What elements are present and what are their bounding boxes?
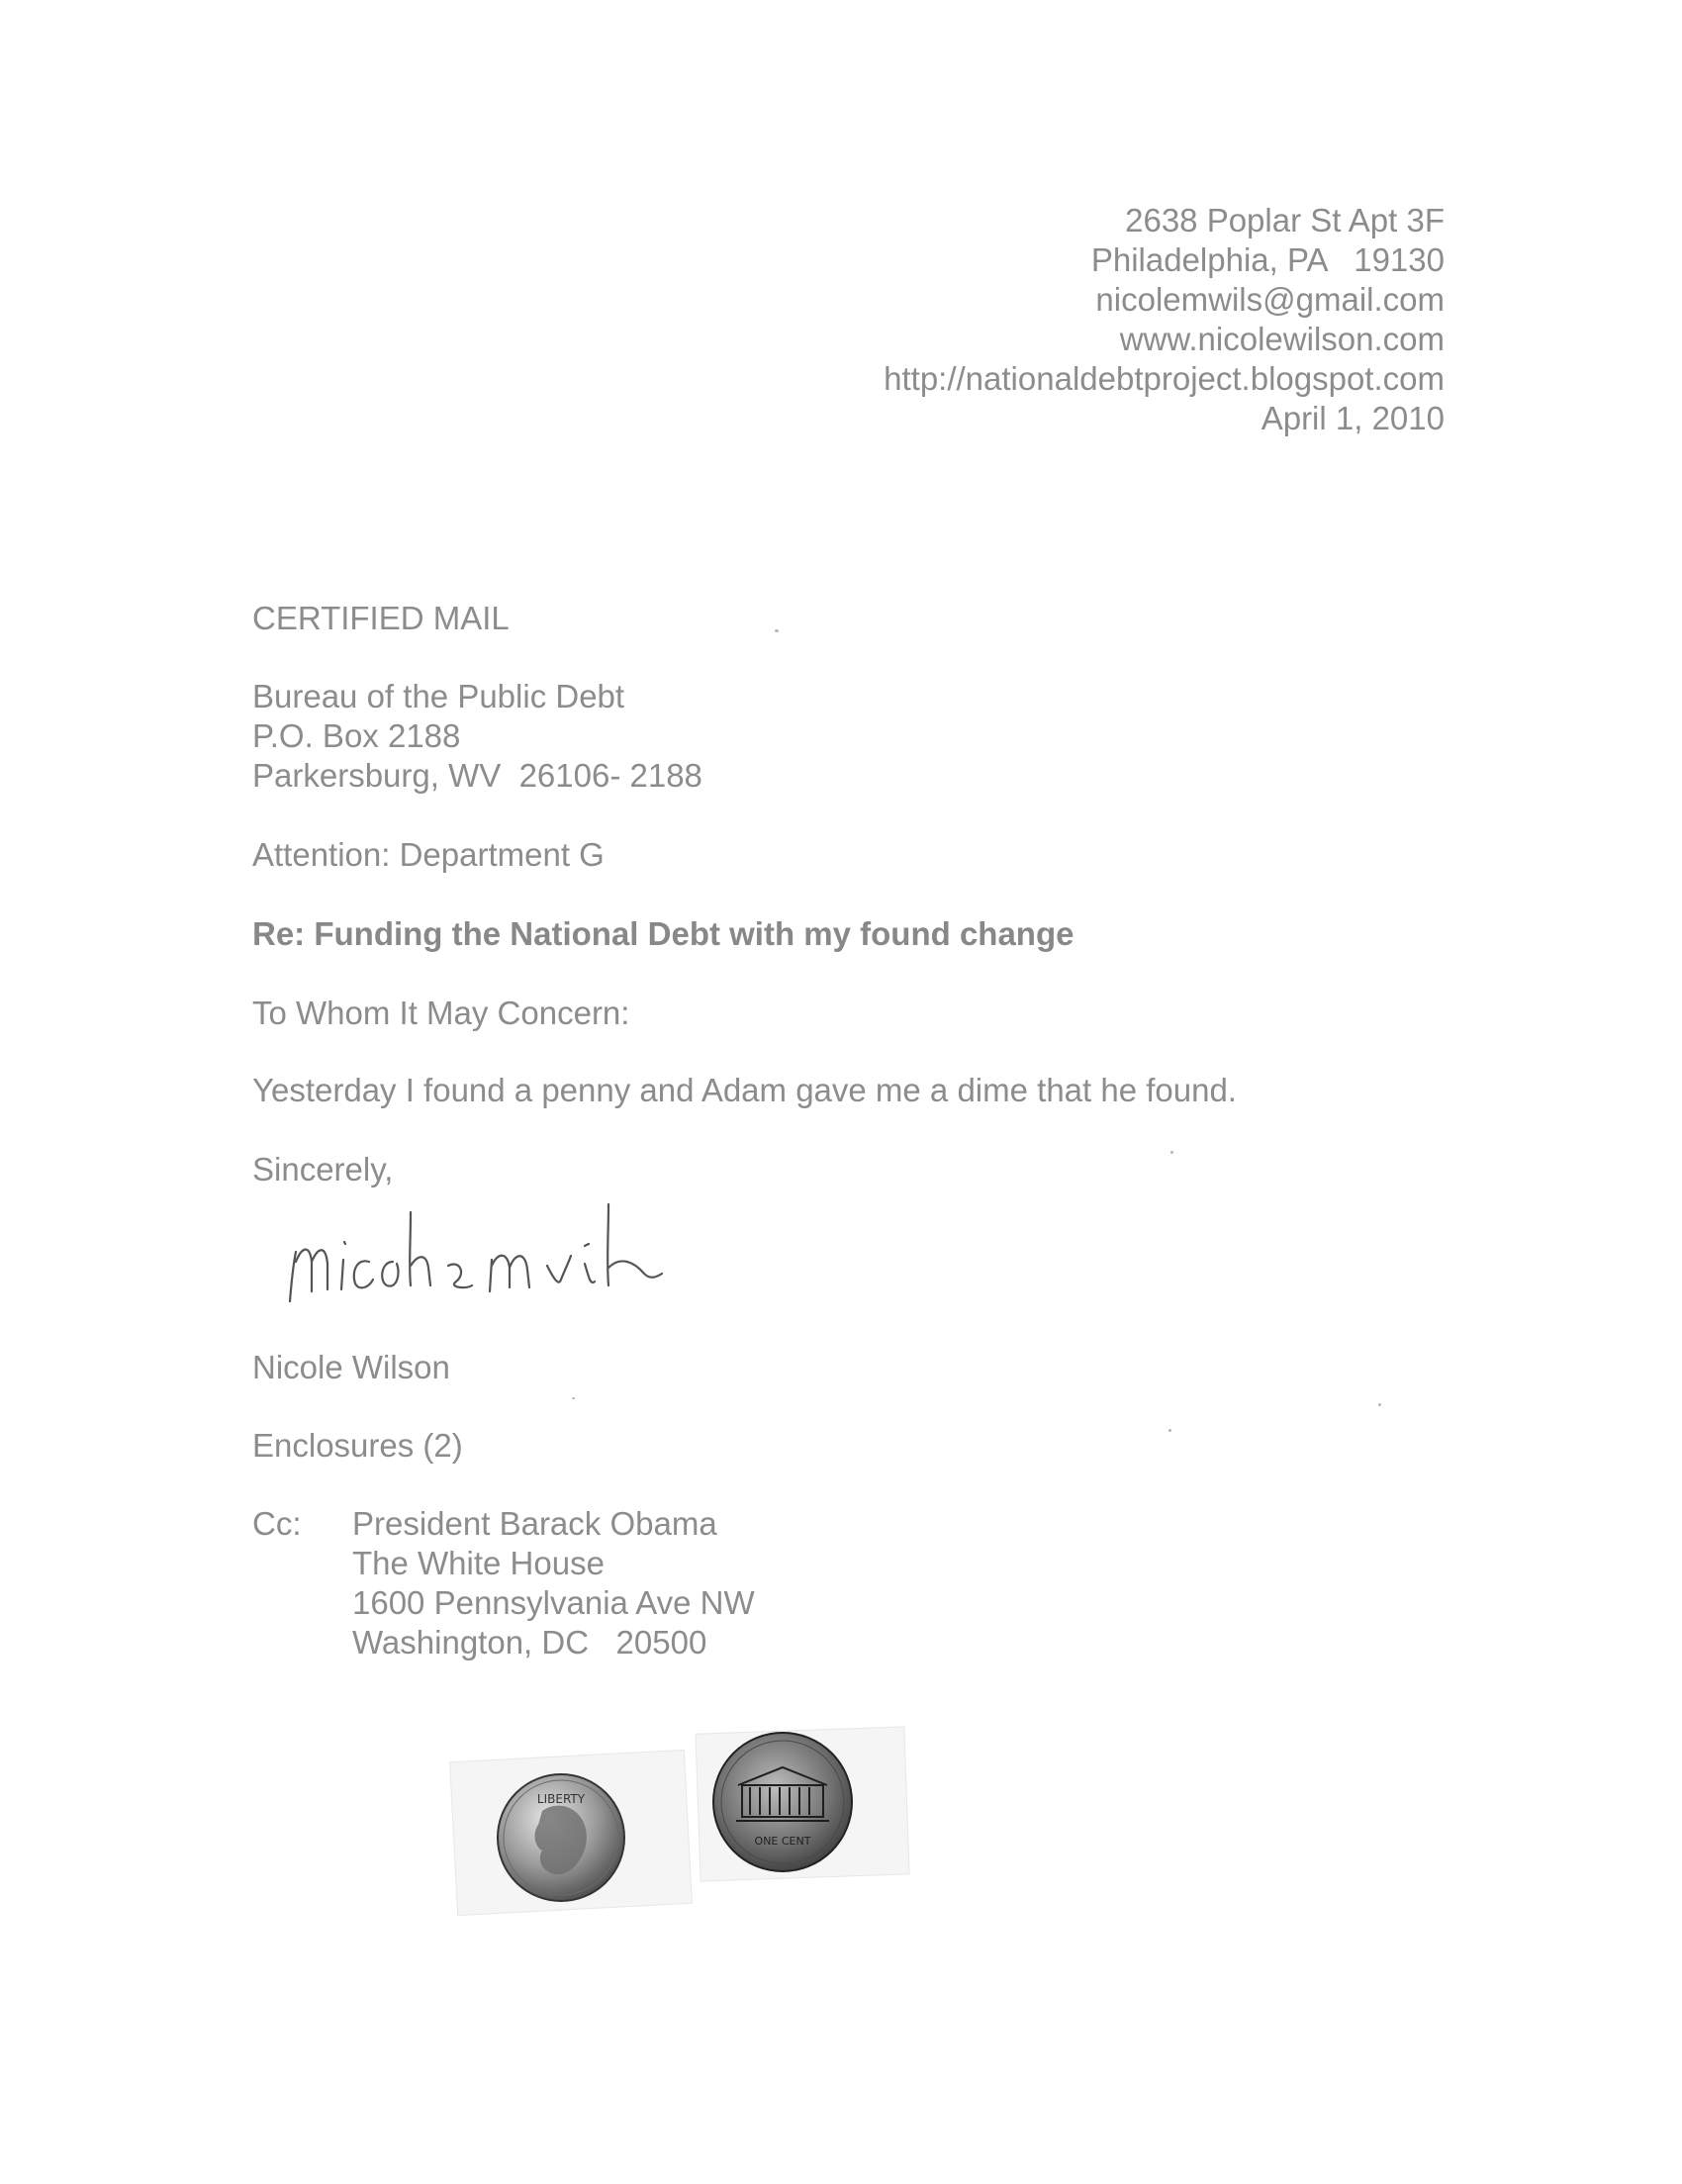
scan-speck — [1378, 1403, 1381, 1406]
sender-blog: http://nationaldebtproject.blogspot.com — [884, 360, 1445, 397]
cc-line: Washington, DC 20500 — [352, 1624, 707, 1661]
penny-inscription: ONE CENT — [754, 1835, 811, 1848]
handwritten-signature — [282, 1183, 737, 1321]
dime-coin-image — [495, 1771, 627, 1904]
mail-type: CERTIFIED MAIL — [252, 600, 510, 636]
recipient-box: P.O. Box 2188 — [252, 717, 461, 754]
recipient-name: Bureau of the Public Debt — [252, 678, 625, 714]
salutation: To Whom It May Concern: — [252, 995, 630, 1031]
sender-street: 2638 Poplar St Apt 3F — [1125, 202, 1445, 238]
subject-line: Re: Funding the National Debt with my found change — [252, 915, 1075, 952]
letter-date: April 1, 2010 — [1261, 400, 1445, 436]
sender-email: nicolemwils@gmail.com — [1095, 281, 1445, 318]
dime-inscription: LIBERTY — [536, 1792, 586, 1806]
recipient-city: Parkersburg, WV 26106- 2188 — [252, 757, 702, 794]
scan-speck — [572, 1397, 575, 1399]
scan-speck — [1168, 1429, 1171, 1432]
penny-coin-image — [710, 1730, 855, 1874]
cc-line: 1600 Pennsylvania Ave NW — [352, 1584, 755, 1621]
attention-line: Attention: Department G — [252, 836, 605, 873]
closing: Sincerely, — [252, 1151, 394, 1187]
sender-city: Philadelphia, PA 19130 — [1090, 241, 1445, 278]
scan-speck — [1170, 1151, 1173, 1154]
signer-name: Nicole Wilson — [252, 1349, 450, 1385]
letter-body: Yesterday I found a penny and Adam gave me a dime that he found. — [252, 1072, 1237, 1108]
cc-line: The White House — [352, 1545, 605, 1581]
enclosures-line: Enclosures (2) — [252, 1427, 463, 1464]
scan-speck — [775, 629, 779, 632]
cc-line: President Barack Obama — [352, 1505, 717, 1542]
cc-label: Cc: — [252, 1505, 302, 1542]
sender-website: www.nicolewilson.com — [1119, 321, 1445, 357]
